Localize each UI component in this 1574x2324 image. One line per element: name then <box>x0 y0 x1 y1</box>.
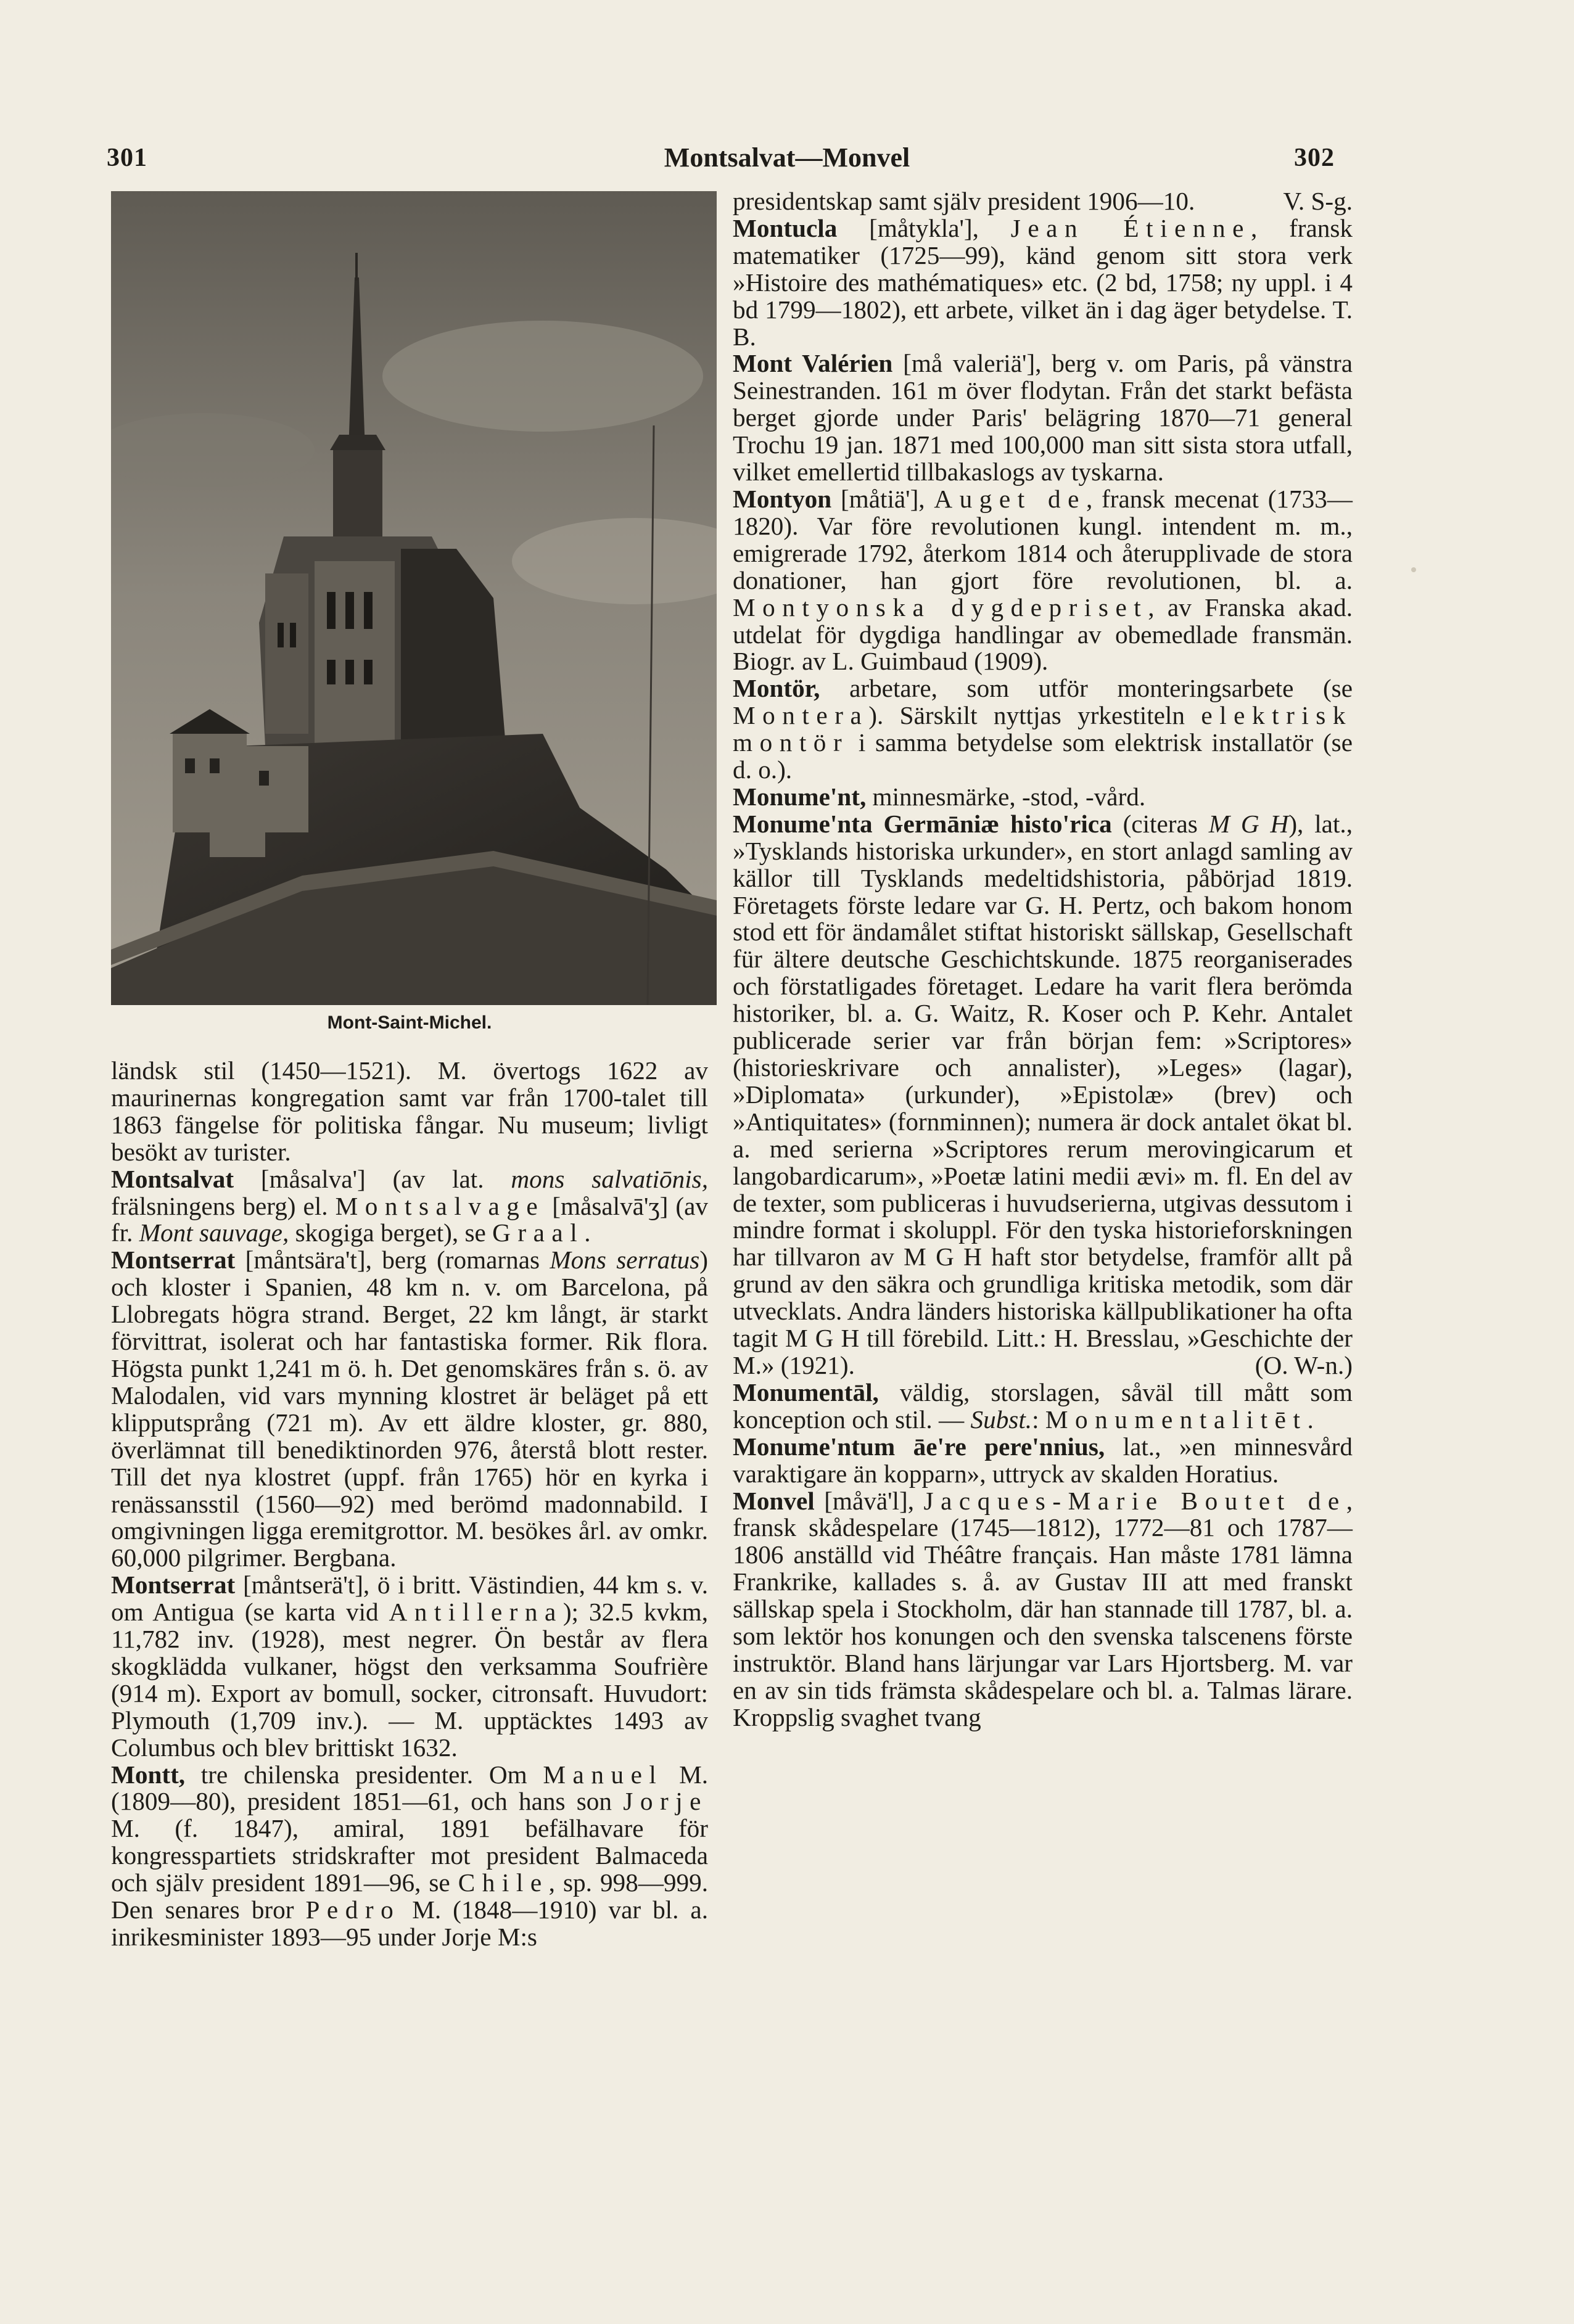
entry-mont-valerien: Mont Valérien [må valeriä'], berg v. om Paris, på vänstra Seinestranden. 161 m över flodytan. Från det starkt befästa berget gjorde under Paris' belägring 1870—71 general Trochu 19 jan. 1871 med 100,000 man sitt sista stora utfall, vilket emellertid tillbakaslogs av tyskarna. <box>733 349 1353 487</box>
headword: Montserrat <box>111 1246 236 1275</box>
headword: Montsalvat <box>111 1164 234 1193</box>
entry-montucla: Montucla [måtykla'], Jean Étienne, fransk matematiker (1725—99), känd genom sitt stora verk »Histoire des mathématiques» etc. (2 bd, 1758; ny uppl. i 4 bd 1799—1802), ett arbete, vilket än i dag äger betydelse. T. B. <box>733 213 1353 351</box>
paper-stain <box>1411 567 1416 572</box>
headword: Montt, <box>111 1760 186 1789</box>
headword: Monumentāl, <box>733 1378 879 1406</box>
entry-monument: Monume'nt, minnesmärke, -stod, -vård. <box>733 782 1146 811</box>
entry-monvel: Monvel [måvä'l], Jacques-Marie Boutet de, fransk skådespelare (1745—1812), 1772—81 och 1787—1806 anställd vid Théâtre français. Han måste 1781 lämna Frankrike, kallades s. å. av Gustav III att med franskt sällskap spela i Stockholm, där han stannade till 1787, bl. a. som lektör hos konungen och den svenska talscenens förste instruktör. Bland hans lärjungar var Lars Hjortsberg. M. var en av sin tids främsta skådespelare och bl. a. Talmas lärare. Kroppslig svaghet tvang <box>733 1486 1353 1731</box>
signature: T. B. <box>733 295 1353 351</box>
headword: Monume'ntum āe're pere'nnius, <box>733 1432 1105 1461</box>
entry-monumentum: Monume'ntum āe're pere'nnius, lat., »en minnesvård varaktigare än kopparn», uttryck av skalden Horatius. <box>733 1432 1353 1488</box>
entry-montsalvat: Montsalvat [måsalva'] (av lat. mons salvatiōnis, frälsningens berg) el. Montsalvage [måsalvā'ʒ] (av fr. Mont sauvage, skogiga berget), se Graal. <box>111 1164 708 1247</box>
entry-monumenta-germaniae: Monume'nta Germāniæ histo'rica (citeras M G H), lat., »Tysklands historiska urkunder», en stort anlagd samling av källor till Tysklands medeltidshistoria, påbörjad 1819. Företagets förste ledare var G. H. Pertz, och bakom honom stod ett för ändamålet stiftat historiskt sällskap, Gesellschaft für ältere deutsche Geschichtskunde. 1875 reorganiserades och förstatligades företaget. Ledare ha varit flera berömda historiker, bl. a. G. Waitz, R. Koser och P. Kehr. Antalet publicerade serier var från början fem: »Scriptores» (historieskrivare och annalister), »Leges» (lagar), »Diplomata» (urkunder), »Epistolæ» (brev) och »Antiquitates» (fornminnen); numera är dock antalet ökat bl. a. med serierna »Scriptores rerum merovingicarum et langobardicarum», »Poetæ latini medii ævi» m. fl. En del av de texter, som publiceras i huvudserierna, utgivas dessutom i mindre format i skoluppl. För den tyska historieforskningen har tillvaron av M G H haft stor betydelse, framför allt på grund av den säkra och grundliga kritiska metodik, som där utvecklats. Andra länders historiska källpublikationer ha ofta tagit M G H till förebild. Litt.: H. Bresslau, »Geschichte der M.» (1921). (O. W-n.) <box>733 809 1353 1379</box>
entry-continuation-left: ländsk stil (1450—1521). M. övertogs 1622 av maurinernas kongregation samt var från 1700-talet till 1863 fängelse för politiska fångar. Nu museum; livligt besökt av turister. <box>111 1056 708 1166</box>
headword: Montucla <box>733 213 838 242</box>
entry-continuation-right: presidentskap samt själv president 1906—10. V. S-g. <box>733 187 1353 215</box>
entry-montyon: Montyon [måtiä'], Auget de, fransk mecenat (1733—1820). Var före revolutionen kungl. intendent m. m., emigrerade 1792, återkom 1814 och återupplivade de stora donationer, han gjort före revolutionen, bl. a. Montyonska dygdepriset, av Franska akad. utdelat för dygdiga handlingar av obemedlade fransmän. Biogr. av L. Guimbaud (1909). <box>733 484 1353 676</box>
entry-montor: Montör, arbetare, som utför monteringsarbete (se Montera). Särskilt nyttjas yrkestiteln elektrisk montör i samma betydelse som elektrisk installatör (se d. o.). <box>733 674 1353 784</box>
headword: Montyon <box>733 484 832 513</box>
entry-montserrat-spain: Montserrat [måntsära't], berg (romarnas Mons serratus) och kloster i Spanien, 48 km n. v. om Barcelona, på Llobregats högra strand. Berget, 22 km långt, är starkt förvittrat, isolerat och har fantastiska former. Rik flora. Högsta punkt 1,241 m ö. h. Det genomskäres från s. ö. av Malodalen, vid vars mynning klostret är beläget på ett klipputsprång (721 m). Av ett äldre kloster, gr. 880, överlämnat till benediktinorden 976, återstå blott rester. Till det nya klostret (uppf. från 1765) hör en kyrka i renässansstil (1560—92) med berömd madonnabild. I omgivningen ligga eremitgrottor. M. besökes årl. av omkr. 60,000 pilgrimer. Bergbana. <box>111 1246 709 1572</box>
entry-monumental: Monumentāl, väldig, storslagen, såväl till mått som konception och stil. — Subst.: Monumentalitēt. <box>733 1378 1353 1434</box>
entry-montserrat-island: Montserrat [måntserä't], ö i britt. Västindien, 44 km s. v. om Antigua (se karta vid Antillerna); 32.5 kvkm, 11,782 inv. (1928), mest negrer. Ön består av flera skogklädda vulkaner, högst den verksamma Soufrière (914 m). Export av bomull, socker, citronsaft. Huvudort: Plymouth (1,709 inv.). — M. upptäcktes 1493 av Columbus och blev brittiskt 1632. <box>111 1571 708 1762</box>
page-number-right: 302 <box>1294 144 1335 172</box>
headword: Montserrat <box>111 1571 236 1599</box>
abbey-illustration <box>111 191 717 1005</box>
running-head: Montsalvat—Monvel <box>664 142 910 173</box>
page-number-left: 301 <box>107 144 147 172</box>
headword: Mont Valérien <box>733 349 893 378</box>
right-column <box>733 188 1353 1731</box>
signature: (O. W-n.) <box>1255 1350 1353 1379</box>
headword: Monvel <box>733 1486 815 1515</box>
headword: Montör, <box>733 674 820 703</box>
left-column <box>111 1057 708 1951</box>
entry-montt: Montt, tre chilenska presidenter. Om Manuel M. (1809—80), president 1851—61, och hans son Jorje M. (f. 1847), amiral, 1891 befälhavare för kongresspartiets stridskrafter mot president Balmaceda och själv president 1891—96, se Chile, sp. 998—999. Den senares bror Pedro M. (1848—1910) var bl. a. inrikesminister 1893—95 under Jorje M:s <box>111 1760 708 1951</box>
mont-saint-michel-photo <box>111 191 717 1005</box>
headword: Monume'nta Germāniæ histo'rica <box>733 809 1112 838</box>
figure-caption: Mont-Saint-Michel. <box>327 1012 492 1033</box>
signature: V. S-g. <box>1283 187 1353 215</box>
headword: Monume'nt, <box>733 782 867 811</box>
